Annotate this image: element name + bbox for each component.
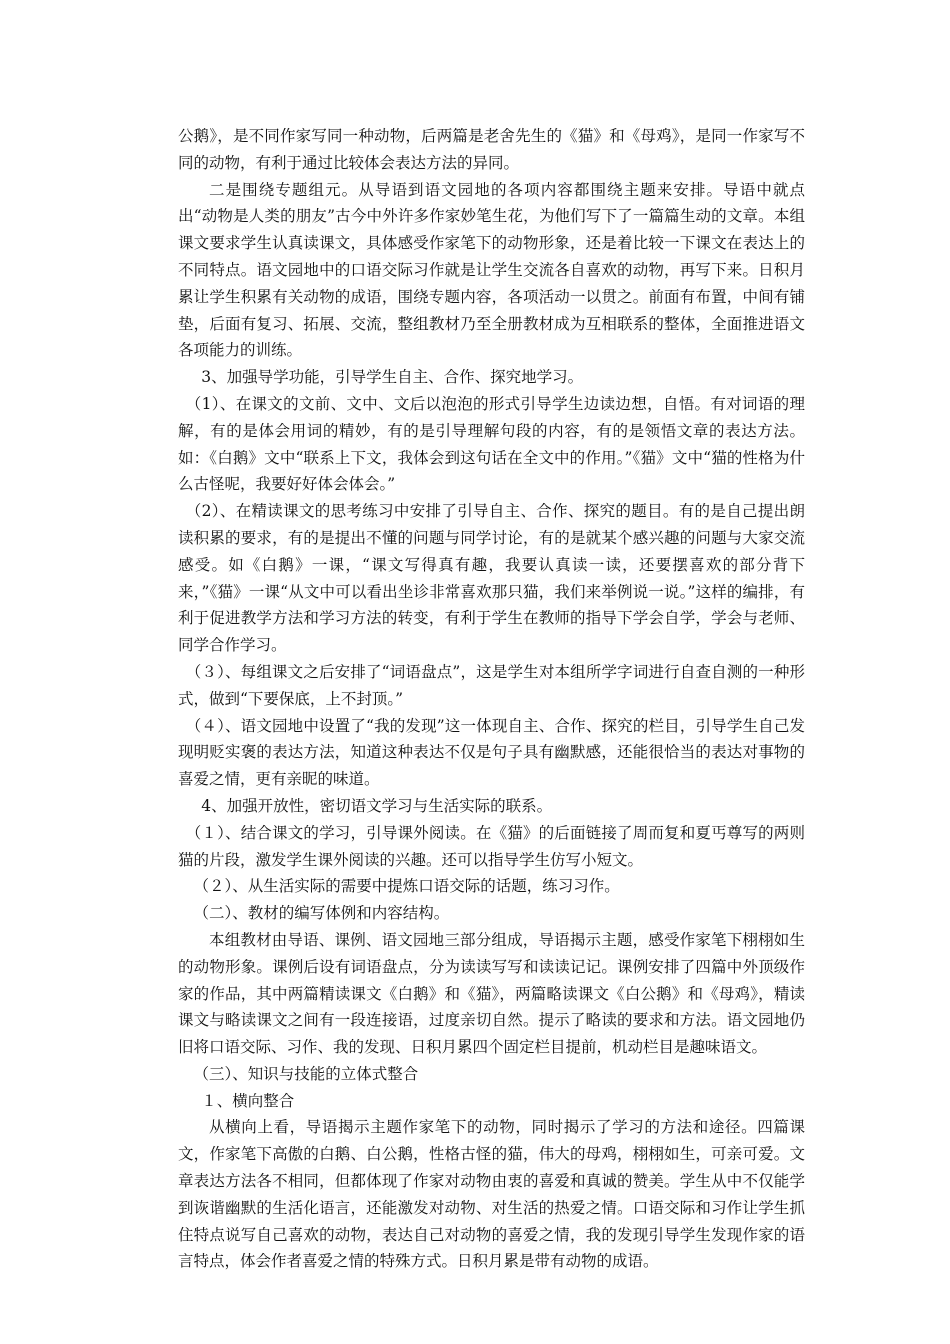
paragraph-continuation: 公鹅》，是不同作家写同一种动物，后两篇是老舍先生的《猫》和《母鸡》，是同一作家写不同的动物，有利于通过比较体会表达方法的异同。 xyxy=(178,127,805,172)
paragraph-item-2: （2）、在精读课文的思考练习中安排了引导自主、合作、探究的题目。有的是自己提出朗读积累的要求，有的是提出不懂的问题与同学讨论，有的是就某个感兴趣的问题与大家交流感受。如《白鹅》一课，“课文写得真有趣，我要认真读一读，还要摆喜欢的部分背下来，”《猫》一课“从文中可以看出坐诊非常喜欢那只猫，我们来举例说一说。”这样的编排，有利于促进教学方法和学习方法的转变，有利于学生在教师的指导下学会自学，学会与老师、同学合作学习。 xyxy=(178,502,805,655)
paragraph-item-3: （３）、每组课文之后安排了“词语盘点”，这是学生对本组所学字词进行自查自测的一种形式，做到“下要保底，上不封顶。” xyxy=(178,662,805,708)
heading-guided-learning: 3、加强导学功能，引导学生自主、合作、探究地学习。 xyxy=(201,368,584,387)
paragraph-horizontal: 从横向上看，导语揭示主题作家笔下的动物，同时揭示了学习的方法和途径。四篇课文，作家笔下高傲的白鹅、白公鹅，性格古怪的猫，伟大的母鸡，栩栩如生，可亲可爱。文章表达方法各不相同，但都体现了作家对动物由衷的喜爱和真诚的赞美。学生从中不仅能学到诙谐幽默的生活化语言，还能激发对动物、对生活的热爱之情。口语交际和习作让学生抓住特点说写自己喜欢的动物，表达自己对动物的喜爱之情，我的发现引导学生发现作家的语言特点，体会作者喜爱之情的特殊方式。日积月累是带有动物的成语。 xyxy=(178,1118,805,1271)
paragraph-structure: 本组教材由导语、课例、语文园地三部分组成，导语揭示主题，感受作家笔下栩栩如生的动物形象。课例后设有词语盘点，分为读读写写和读读记记。课例安排了四篇中外顶级作家的作品，其中两篇精读课文《白鹅》和《猫》，两篇略读课文《白公鹅》和《母鸡》，精读课文与略读课文之间有一段连接语，过度亲切自然。提示了略读的要求和方法。语文园地仍旧将口语交际、习作、我的发现、日积月累四个固定栏目提前，机动栏目是趣味语文。 xyxy=(178,930,805,1057)
heading-integration: （三）、知识与技能的立体式整合 xyxy=(193,1064,419,1083)
document-body xyxy=(178,123,805,1275)
paragraph-openness-item-1: （１）、结合课文的学习，引导课外阅读。在《猫》的后面链接了周而复和夏丐尊写的两则猫的片段，激发学生课外阅读的兴趣。还可以指导学生仿写小短文。 xyxy=(178,823,805,869)
heading-openness: 4、加强开放性，密切语文学习与生活实际的联系。 xyxy=(201,796,553,815)
paragraph-item-1: （1）、在课文的文前、文中、文后以泡泡的形式引导学生边读边想，自悟。有对词语的理解，有的是体会用词的精妙，有的是引导理解句段的内容，有的是领悟文章的表达方法。如：《白鹅》文中“联系上下文，我体会到这句话在全文中的作用。”《猫》文中“猫的性格为什么古怪呢，我要好好体会体会。” xyxy=(178,394,805,494)
paragraph-theme-grouping: 二是围绕专题组元。从导语到语文园地的各项内容都围绕主题来安排。导语中就点出“动物是人类的朋友”古今中外许多作家妙笔生花，为他们写下了一篇篇生动的文章。本组课文要求学生认真读课文，具体感受作家笔下的动物形象，还是着比较一下课文在表达上的不同特点。语文园地中的口语交际习作就是让学生交流各自喜欢的动物，再写下来。日积月累让学生积累有关动物的成语，围绕专题内容，各项活动一以贯之。前面有布置，中间有铺垫，后面有复习、拓展、交流，整组教材乃至全册教材成为互相联系的整体，全面推进语文各项能力的训练。 xyxy=(178,180,805,360)
heading-structure: （二）、教材的编写体例和内容结构。 xyxy=(193,904,450,923)
paragraph-item-4: （４）、语文园地中设置了“我的发现”这一体现自主、合作、探究的栏目，引导学生自己发现明贬实褒的表达方法，知道这种表达不仅是句子具有幽默感，还能很恰当的表达对事物的喜爱之情，更有亲昵的味道。 xyxy=(178,716,805,789)
paragraph-openness-item-2: （２）、从生活实际的需要中提炼口语交际的话题，练习习作。 xyxy=(193,877,620,896)
heading-horizontal: １、横向整合 xyxy=(201,1091,295,1110)
